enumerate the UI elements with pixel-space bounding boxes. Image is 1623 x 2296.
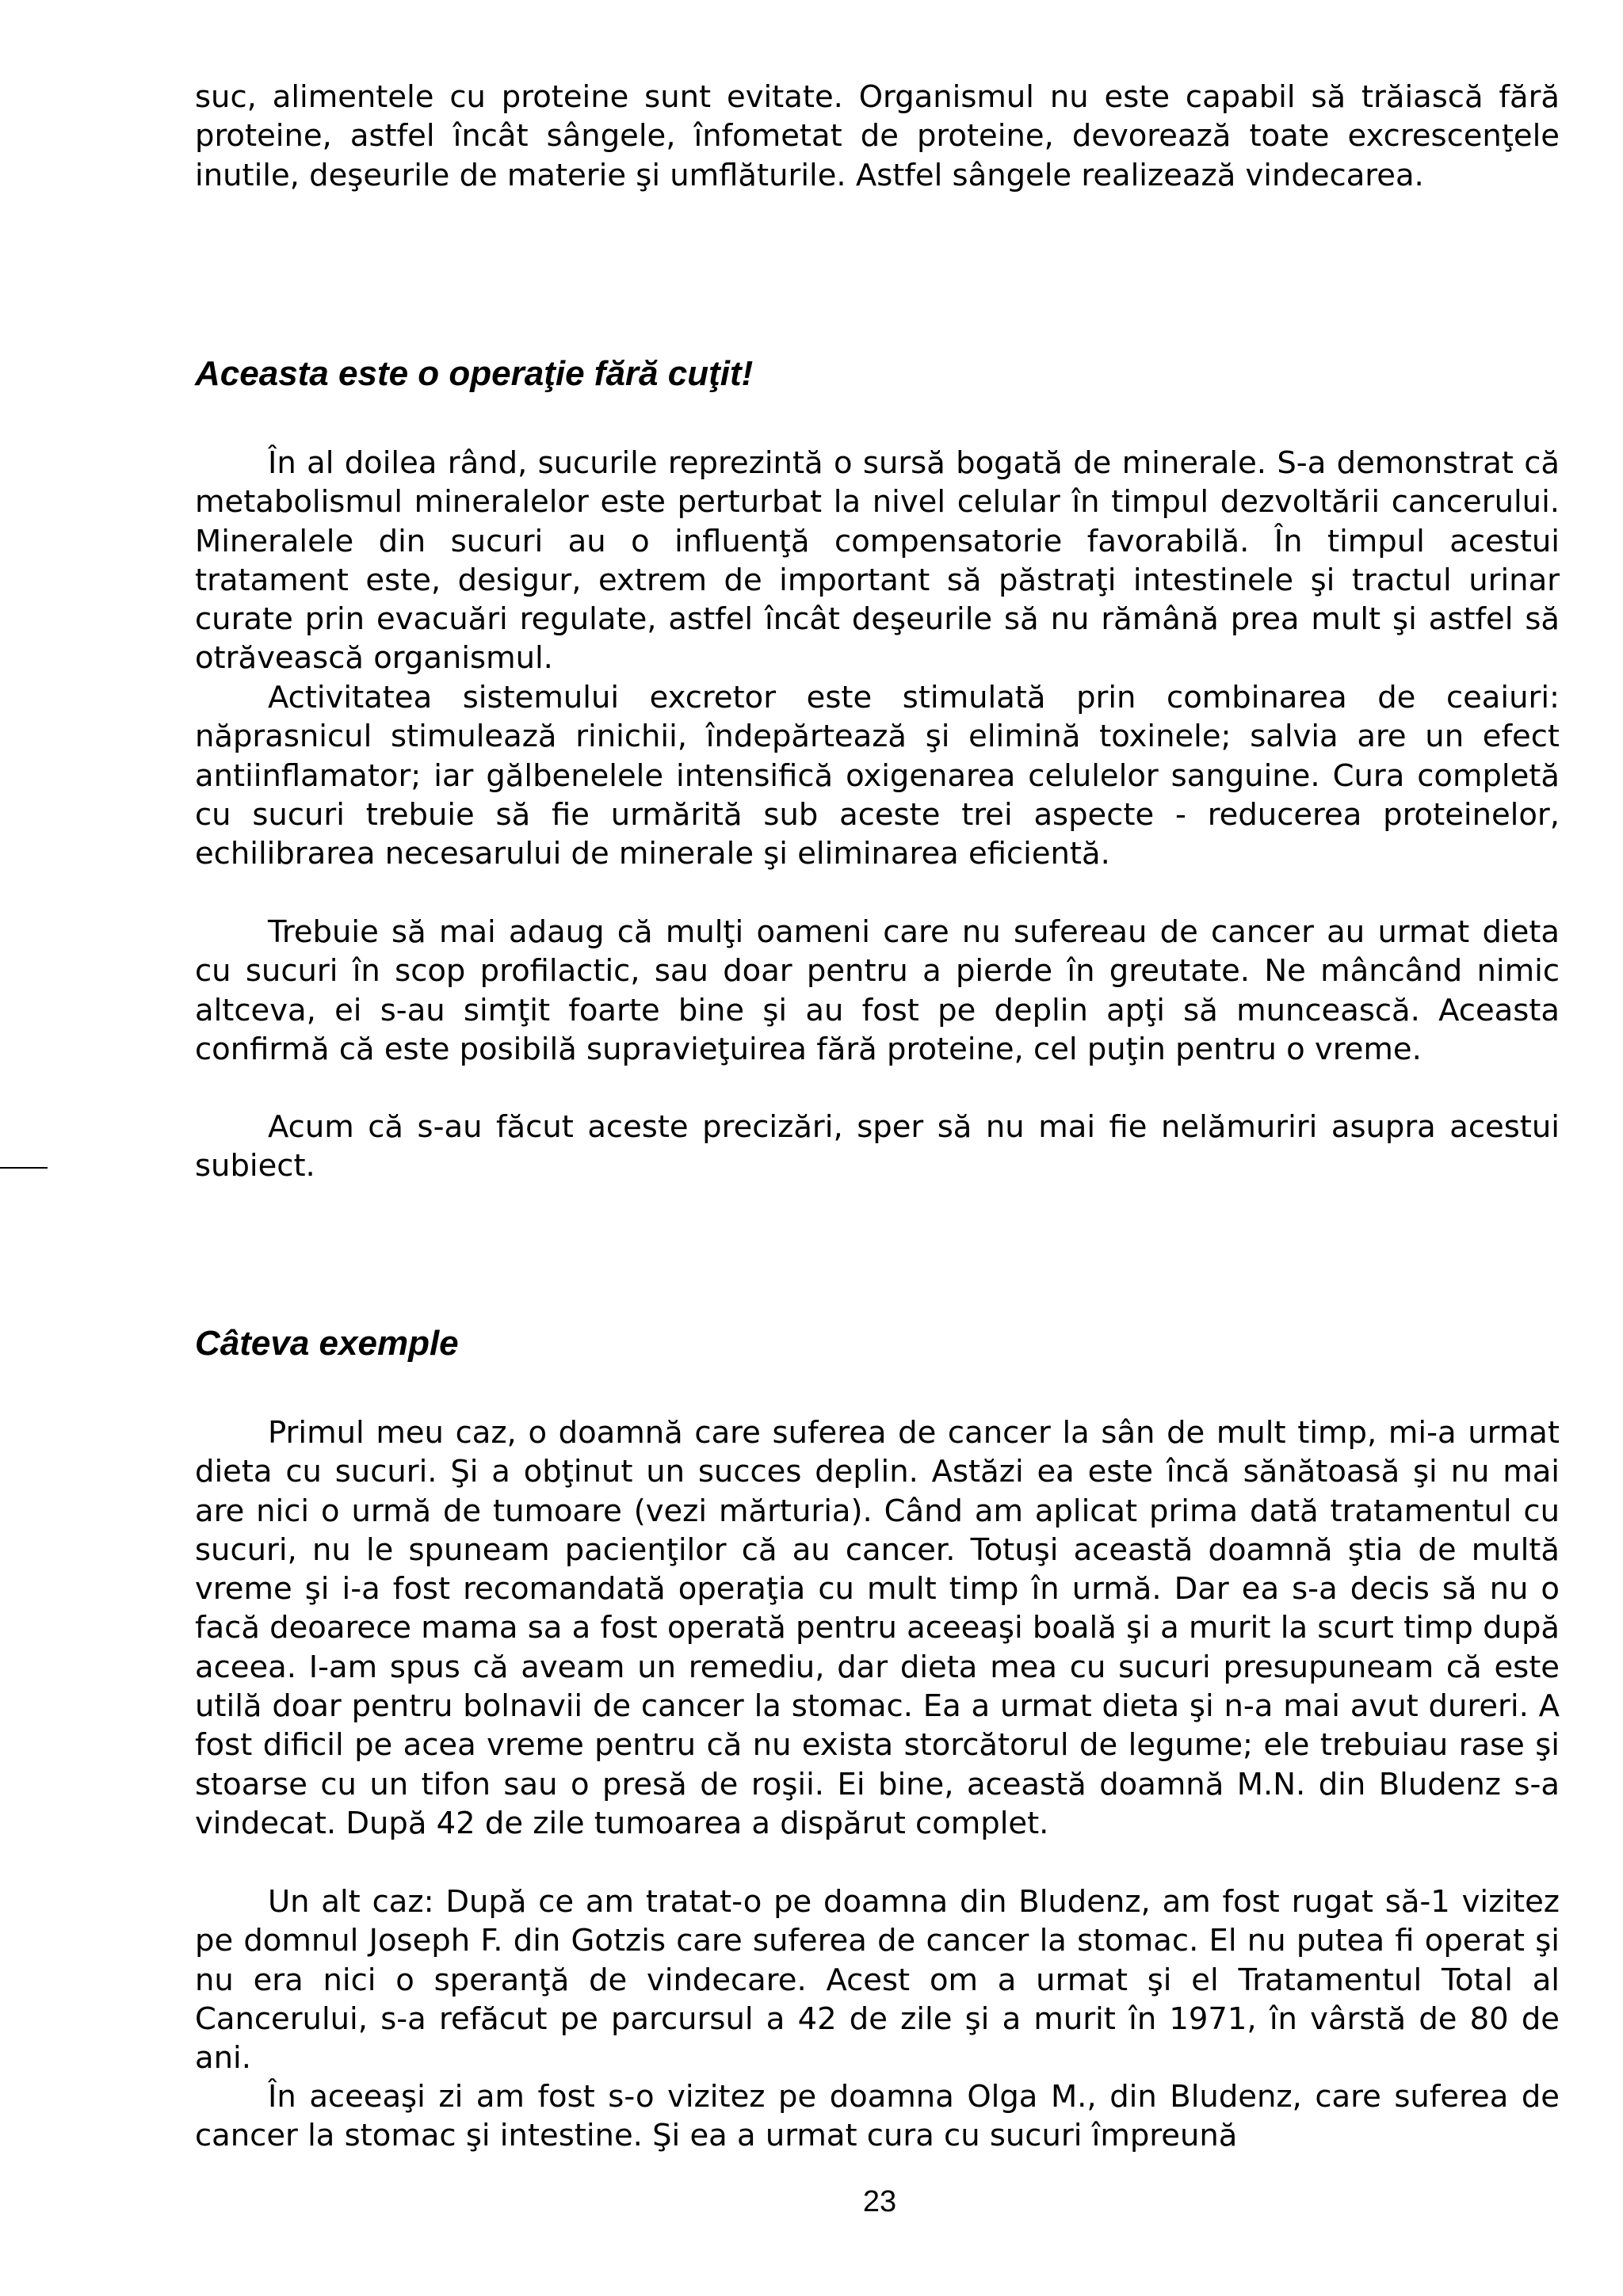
paragraph-third-case: În aceeaşi zi am fost s-o vizitez pe doamna Olga M., din Bludenz, care suferea de cancer la stomac şi intestine. Şi ea a urmat cura cu sucuri împreună (195, 2079, 1560, 2154)
intro-paragraph: suc, alimentele cu proteine sunt evitate. Organismul nu este capabil să trăiască fără proteine, astfel încât sângele, înfometat de proteine, devorează toate excrescenţele inutile, deşeurile de materie şi umflăturile. Astfel sângele realizează vindecarea. (195, 79, 1560, 193)
paragraph-prophylactic: Trebuie să mai adaug că mulţi oameni care nu sufereau de cancer au urmat dieta cu sucuri în scop profilactic, sau doar pentru a pierde în greutate. Ne mâncând nimic altceva, ei s-au simţit foarte bine şi au fost pe deplin apţi să muncească. Aceasta confirmă că este posibilă supravieţuirea fără proteine, cel puţin pentru o vreme. (195, 914, 1560, 1067)
paragraph-second-case: Un alt caz: După ce am tratat-o pe doamna din Bludenz, am fost rugat să-1 vizitez pe domnul Joseph F. din Gotzis care suferea de cancer la stomac. El nu putea fi operat şi nu era nici o speranţă de vindecare. Acest om a urmat şi el Tratamentul Total al Cancerului, s-a refăcut pe parcursul a 42 de zile şi a murit în 1971, în vârstă de 80 de ani. (195, 1884, 1560, 2077)
section-heading-operation: Aceasta este o operaţie fără cuţit! (195, 354, 754, 393)
paragraph-first-case: Primul meu caz, o doamnă care suferea de cancer la sân de mult timp, mi-a urmat dieta cu sucuri. Şi a obţinut un succes deplin. Astăzi ea este încă sănătoasă şi nu mai are nici o urmă de tumoare (vezi mărturia). Când am aplicat prima dată tratamentul cu sucuri, nu le spuneam pacienţilor că au cancer. Totuşi această doamnă ştia de multă vreme şi i-a fost recomandată operaţia cu mult timp în urmă. Dar ea s-a decis să nu o facă deoarece mama sa a fost operată pentru aceeaşi boală şi a murit la scurt timp după aceea. I-am spus că aveam un remediu, dar dieta mea cu sucuri presupuneam că este utilă doar pentru bolnavii de cancer la stomac. Ea a urmat dieta şi n-a mai avut dureri. A fost dificil pe acea vreme pentru că nu exista storcătorul de legume; ele trebuiau rase şi stoarse cu un tifon sau o presă de roşii. Ei bine, această doamnă M.N. din Bludenz s-a vindecat. După 42 de zile tumoarea a dispărut complet. (195, 1415, 1560, 1841)
page-number: 23 (862, 2185, 897, 2218)
paragraph-clarifications: Acum că s-au făcut aceste precizări, sper să nu mai fie nelămuriri asupra acestui subiect. (195, 1109, 1560, 1184)
margin-mark (0, 1167, 48, 1169)
paragraph-excretory-system: Activitatea sistemului excretor este stimulată prin combinarea de ceaiuri: năprasnicul stimulează rinichii, îndepărtează şi elimină toxinele; salvia are un efect antiinflamator; iar gălbenelele intensifică oxigenarea celulelor sanguine. Cura completă cu sucuri trebuie să fie urmărită sub aceste trei aspecte - reducerea proteinelor, echilibrarea necesarului de minerale şi eliminarea eficientă. (195, 680, 1560, 872)
section-heading-examples: Câteva exemple (195, 1324, 459, 1363)
paragraph-minerals: În al doilea rând, sucurile reprezintă o sursă bogată de minerale. S-a demonstrat că metabolismul mineralelor este perturbat la nivel celular în timpul dezvoltării cancerului. Mineralele din sucuri au o influenţă compensatorie favorabilă. În timpul acestui tratament este, desigur, extrem de important să păstraţi intestinele şi tractul urinar curate prin evacuări regulate, astfel încât deşeurile să nu rămână prea mult şi astfel să otrăvească organismul. (195, 445, 1560, 677)
